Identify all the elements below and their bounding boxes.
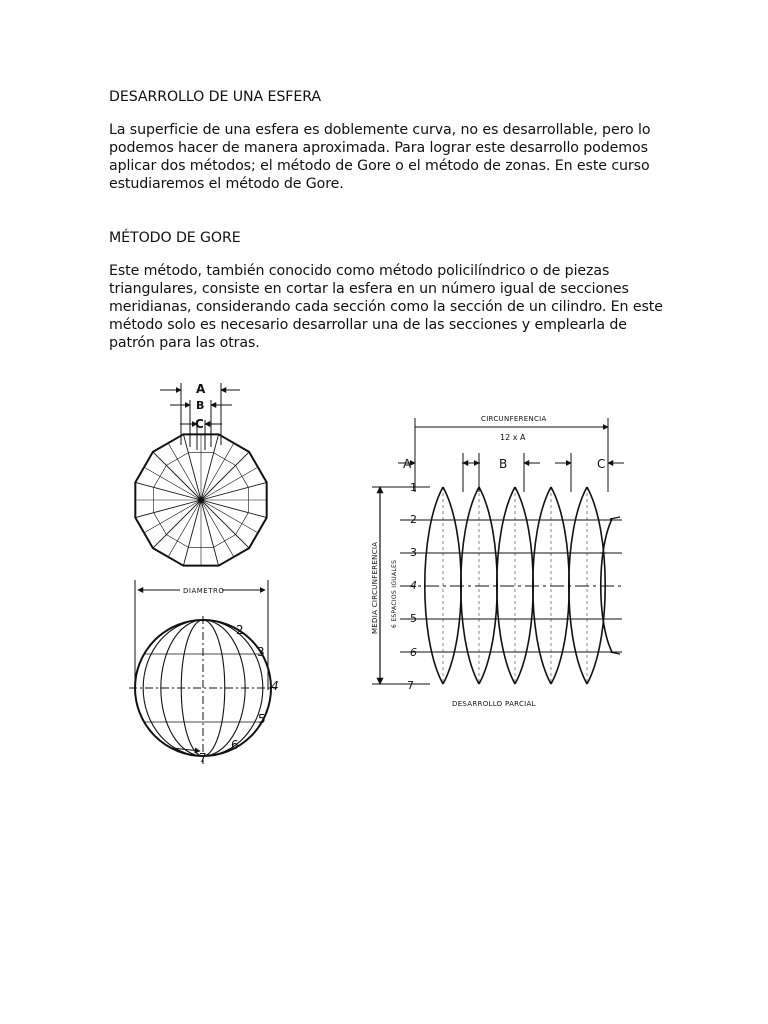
- development-caption: DESARROLLO PARCIAL: [452, 700, 536, 708]
- inner-ring-segment: [236, 465, 249, 487]
- inner-ring-segment: [166, 535, 188, 548]
- front-number-2: 2: [236, 623, 244, 637]
- inner-ring-segment: [236, 513, 249, 535]
- row-number-4: 4: [410, 579, 417, 592]
- label-b-top: B: [196, 399, 205, 412]
- side-label-media-circunferencia: MEDIA CIRCUNFERENCIA: [371, 541, 379, 634]
- front-number-4: 4: [271, 679, 279, 693]
- row-number-2: 2: [410, 513, 417, 526]
- radial-line: [183, 434, 201, 500]
- paragraph-metodo-gore: Este método, también conocido como método policilíndrico o de piezas triangulares, consiste en cortar la esfera en un número igual de secciones meridianas, considerando cada sección como la sección de un cilindro. En este método solo es necesario desarrollar una de las secciones y emplearla de patrón para las otras.: [109, 263, 663, 351]
- col-label-c: C: [597, 457, 606, 471]
- dodecagon: [135, 434, 266, 565]
- top-view-polygon-plan: [135, 382, 266, 566]
- partial-development: [371, 415, 624, 708]
- col-label-b: B: [499, 457, 508, 471]
- row-number-6: 6: [410, 646, 417, 659]
- label-c-top: C: [195, 417, 204, 431]
- circumference-label: CIRCUNFERENCIA: [481, 415, 547, 423]
- sphere-meridians: [129, 616, 277, 764]
- front-number-5: 5: [258, 712, 266, 726]
- development-dimensions: [398, 453, 624, 492]
- inner-ring-segment: [154, 513, 167, 535]
- center-point: [198, 497, 204, 503]
- inner-ring-segment: [154, 465, 167, 487]
- heading-desarrollo-esfera: DESARROLLO DE UNA ESFERA: [109, 89, 322, 105]
- row-number-3: 3: [410, 546, 417, 559]
- radial-line: [183, 500, 201, 566]
- heading-metodo-gore: MÉTODO DE GORE: [109, 230, 241, 246]
- radial-line: [201, 482, 267, 500]
- formula-label: 12 x A: [500, 433, 526, 442]
- diameter-label: DIAMETRO: [183, 587, 225, 595]
- row-number-7: 7: [407, 679, 414, 692]
- col-label-a: A: [403, 457, 412, 471]
- radial-line: [135, 482, 201, 500]
- inner-ring-segment: [166, 453, 188, 466]
- radial-line: [201, 500, 219, 566]
- front-number-7: 7: [199, 751, 207, 765]
- inner-ring-segment: [214, 453, 236, 466]
- radial-line: [201, 434, 219, 500]
- label-a-top: A: [196, 382, 206, 396]
- development-row-numbers: [407, 481, 417, 692]
- front-view-sphere: [129, 580, 279, 765]
- gore-sections: [400, 487, 622, 684]
- radial-line: [135, 500, 201, 518]
- paragraph-intro: La superficie de una esfera es doblemente curva, no es desarrollable, pero lo podemos hacer de manera aproximada. Para lograr este desarrollo podemos aplicar dos métodos; el método de Gore o el método de zonas. En este curso estudiaremos el método de Gore.: [109, 122, 651, 192]
- front-number-6: 6: [231, 738, 239, 752]
- partial-gore-tick: [610, 517, 620, 519]
- row-number-1: 1: [410, 481, 417, 494]
- side-label-espacios: 6 ESPACIOS IGUALES: [391, 559, 398, 628]
- radial-line: [201, 500, 267, 518]
- inner-ring-segment: [214, 535, 236, 548]
- row-number-5: 5: [410, 612, 417, 625]
- front-number-3: 3: [257, 645, 265, 659]
